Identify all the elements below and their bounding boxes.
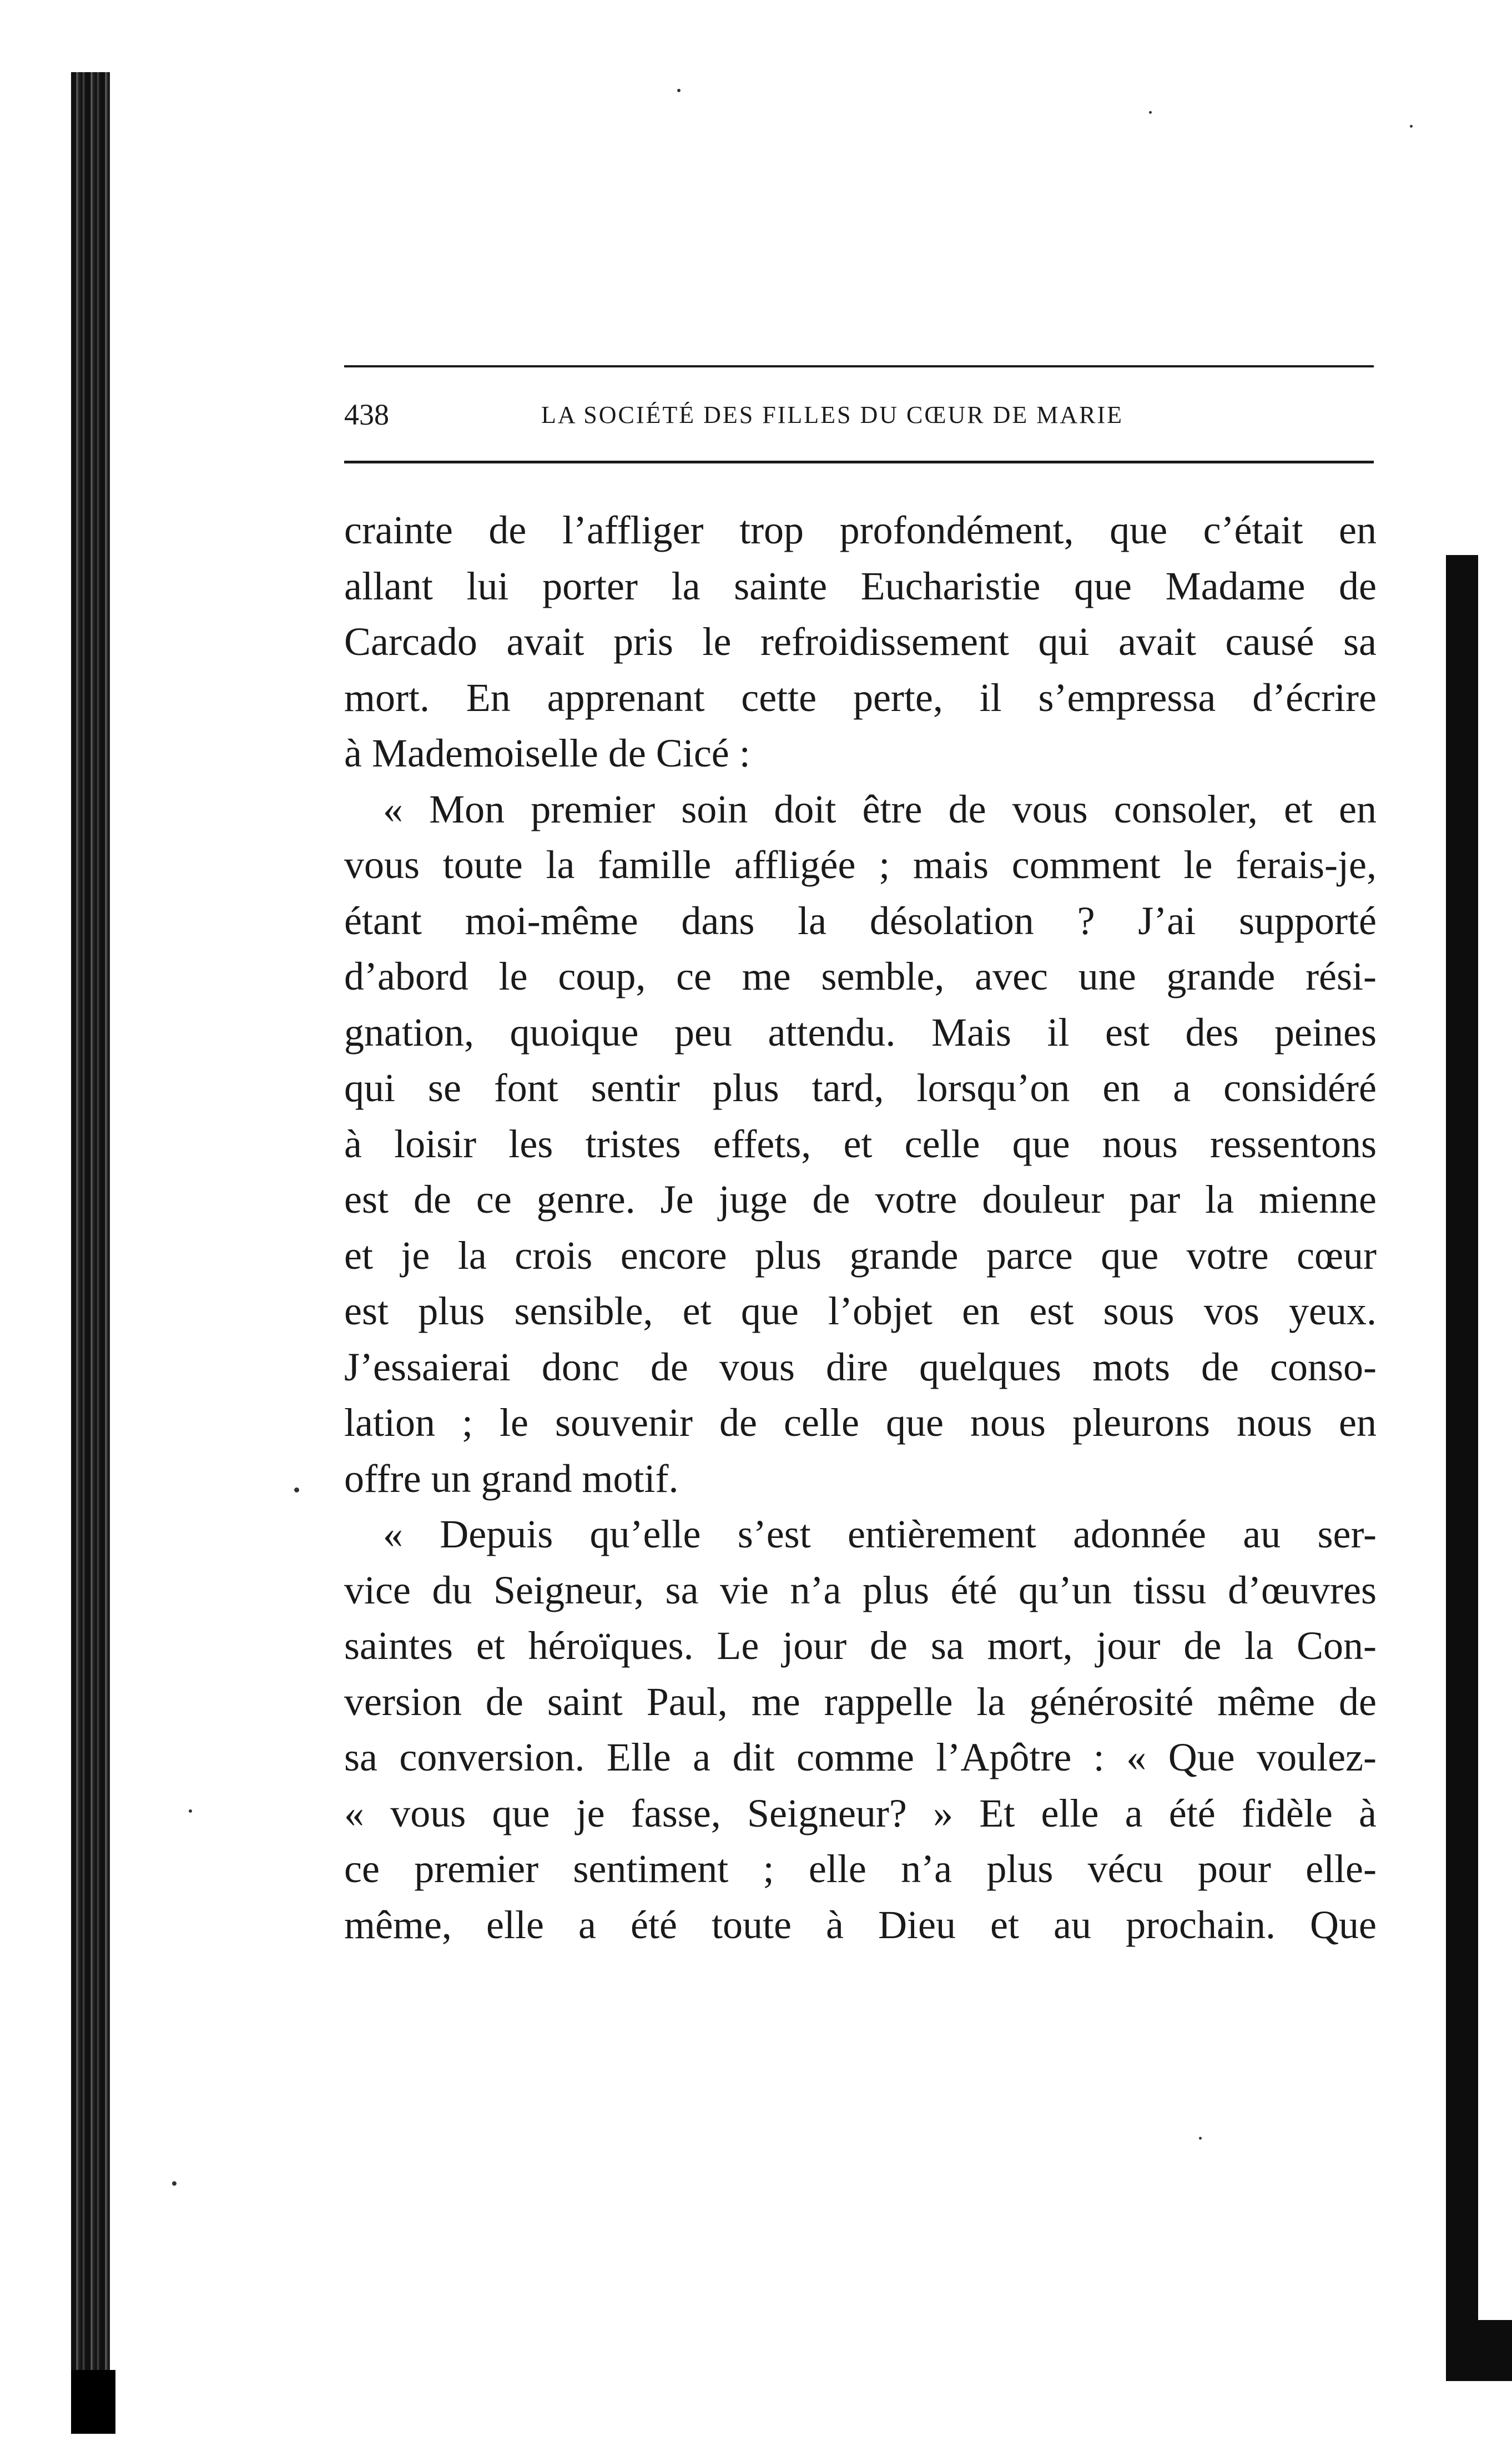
- text-line: sa conversion. Elle a dit comme l’Apôtre : « Que voulez-: [344, 1735, 1377, 1779]
- scan-binding-edge-right-foot: [1446, 2320, 1512, 2381]
- text-line: version de saint Paul, me rappelle la générosité même de: [344, 1679, 1377, 1724]
- scan-speck: [1410, 125, 1413, 128]
- text-line: d’abord le coup, ce me semble, avec une grande rési-: [344, 954, 1377, 998]
- text-line: lation ; le souvenir de celle que nous pleurons nous en: [344, 1400, 1377, 1445]
- page-number: 438: [344, 398, 389, 431]
- scan-speck: [1199, 2137, 1202, 2140]
- text-line: J’essaierai donc de vous dire quelques mots de conso-: [344, 1344, 1377, 1389]
- text-line: vice du Seigneur, sa vie n’a plus été qu’un tissu d’œuvres: [344, 1567, 1377, 1612]
- scan-speck: [294, 1487, 299, 1492]
- scan-speck: [189, 1809, 192, 1813]
- text-line: « Mon premier soin doit être de vous consoler, et en: [383, 786, 1377, 831]
- running-head: [344, 395, 1374, 434]
- text-line: est plus sensible, et que l’objet en est sous vos yeux.: [344, 1289, 1377, 1333]
- text-line: gnation, quoique peu attendu. Mais il est des peines: [344, 1010, 1377, 1055]
- body-text: [344, 502, 1377, 1953]
- scan-binding-edge-right: [1446, 555, 1478, 2320]
- text-line: ce premier sentiment ; elle n’a plus vécu pour elle-: [344, 1847, 1377, 1891]
- text-line: étant moi-même dans la désolation ? J’ai supporté: [344, 898, 1377, 943]
- text-line: saintes et héroïques. Le jour de sa mort, jour de la Con-: [344, 1623, 1377, 1668]
- text-line: même, elle a été toute à Dieu et au prochain. Que: [344, 1902, 1377, 1947]
- scan-speck: [172, 2181, 177, 2186]
- header-rule-top: [344, 365, 1374, 367]
- text-line: et je la crois encore plus grande parce que votre cœur: [344, 1233, 1377, 1278]
- text-line: crainte de l’affliger trop profondément, que c’était en: [344, 508, 1377, 552]
- text-line: allant lui porter la sainte Eucharistie que Madame de: [344, 563, 1377, 608]
- scan-binding-edge-left: [71, 72, 110, 2431]
- text-line: Carcado avait pris le refroidissement qui avait causé sa: [344, 619, 1377, 664]
- scan-binding-edge-left-foot: [71, 2370, 115, 2434]
- text-line: « Depuis qu’elle s’est entièrement adonnée au ser-: [383, 1512, 1377, 1556]
- header-rule-bottom: [344, 461, 1374, 463]
- text-line: offre un grand motif.: [344, 1456, 679, 1501]
- text-line: à Mademoiselle de Cicé :: [344, 731, 750, 775]
- text-line: mort. En apprenant cette perte, il s’empressa d’écrire: [344, 675, 1377, 720]
- scan-speck: [677, 89, 681, 92]
- text-line: vous toute la famille affligée ; mais comment le ferais-je,: [344, 843, 1377, 887]
- text-line: qui se font sentir plus tard, lorsqu’on en a considéré: [344, 1066, 1377, 1110]
- running-title: LA SOCIÉTÉ DES FILLES DU CŒUR DE MARIE: [541, 401, 1124, 428]
- text-line: « vous que je fasse, Seigneur? » Et elle a été fidèle à: [344, 1791, 1377, 1835]
- text-line: est de ce genre. Je juge de votre douleur par la mienne: [344, 1177, 1377, 1222]
- scan-speck: [1149, 111, 1152, 114]
- text-line: à loisir les tristes effets, et celle que nous ressentons: [344, 1121, 1377, 1166]
